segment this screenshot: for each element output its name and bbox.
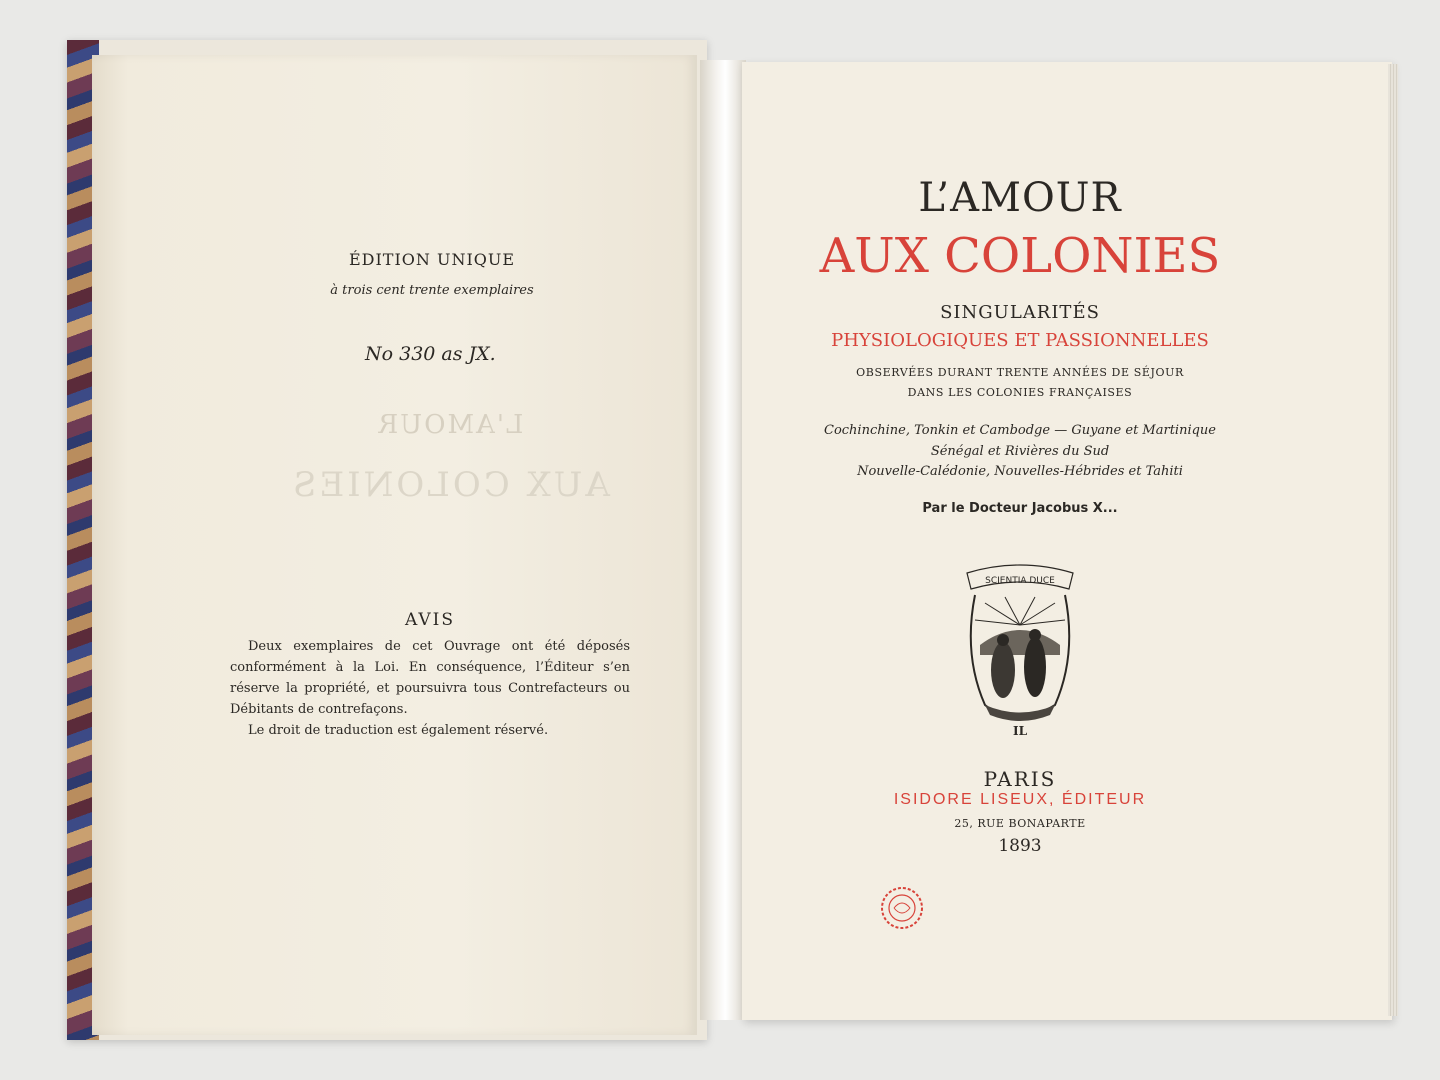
subtitle-3: OBSERVÉES DURANT TRENTE ANNÉES DE SÉJOUR: [856, 366, 1184, 379]
places-line-2: Sénégal et Rivières du Sud: [930, 444, 1110, 459]
page-edges: [1388, 64, 1398, 1016]
subtitle-4: DANS LES COLONIES FRANÇAISES: [907, 386, 1133, 399]
subtitle-2: PHYSIOLOGIQUES ET PASSIONNELLES: [831, 330, 1209, 351]
imprint-place: PARIS: [983, 767, 1057, 791]
library-stamp-icon: [880, 886, 924, 930]
title-line-2: AUX COLONIES: [819, 228, 1221, 284]
subtitle-1: SINGULARITÉS: [940, 302, 1100, 323]
show-through-subtitle: AUX COLONIES: [290, 465, 610, 505]
places-line-3: Nouvelle-Calédonie, Nouvelles-Hébrides et Tahiti: [857, 464, 1183, 479]
left-page: [92, 55, 697, 1035]
imprint-address: 25, RUE BONAPARTE: [954, 817, 1086, 830]
engraved-vignette: [955, 555, 1085, 740]
book-gutter: [700, 60, 746, 1020]
vignette-monogram: IL: [1012, 724, 1028, 738]
imprint-year: 1893: [998, 836, 1042, 856]
avis-title: AVIS: [404, 610, 456, 630]
edition-subtitle: à trois cent trente exemplaires: [330, 283, 534, 298]
places-line-1: Cochinchine, Tonkin et Cambodge — Guyane et Martinique: [824, 423, 1216, 438]
copy-number: No 330 as JX.: [365, 343, 496, 365]
author-line: Par le Docteur Jacobus X...: [922, 501, 1118, 516]
show-through-title: L'AMOUR: [376, 410, 524, 440]
avis-paragraph: Le droit de traduction est également réservé.: [248, 723, 549, 738]
avis-text: [230, 636, 630, 741]
avis-paragraph: Deux exemplaires de cet Ouvrage ont été déposés conformément à la Loi. En conséquence, l’Éditeur s’en réserve la propriété, et poursuivra tous Contrefacteurs ou Débitants de contrefaçons.: [230, 639, 630, 717]
title-line-1: L’AMOUR: [918, 175, 1122, 221]
vignette-motto: SCIENTIA DUCE: [985, 576, 1055, 586]
imprint-publisher: ISIDORE LISEUX, ÉDITEUR: [893, 791, 1147, 808]
edition-title: ÉDITION UNIQUE: [348, 250, 516, 269]
